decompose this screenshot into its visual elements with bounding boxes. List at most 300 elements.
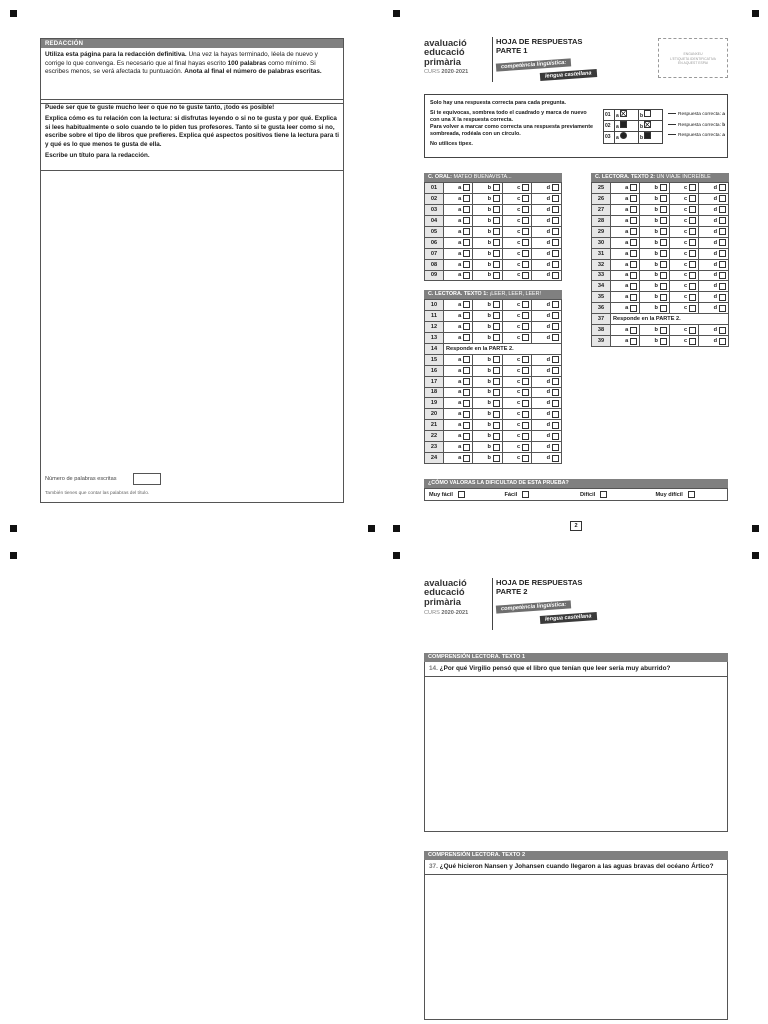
answer-option-d[interactable]: [699, 259, 729, 270]
answer-option-b[interactable]: [473, 248, 503, 259]
answer-option-c[interactable]: [502, 204, 531, 215]
checkbox[interactable]: [660, 327, 667, 334]
checkbox[interactable]: [552, 444, 559, 451]
answer-option-b[interactable]: [473, 215, 503, 226]
checkbox[interactable]: [463, 411, 470, 418]
answer-option-c[interactable]: [502, 237, 531, 248]
checkbox[interactable]: [522, 228, 529, 235]
answer-option-d[interactable]: [699, 193, 729, 204]
checkbox[interactable]: [660, 184, 667, 191]
checkbox[interactable]: [552, 217, 559, 224]
checkbox[interactable]: [660, 338, 667, 345]
answer-option-d[interactable]: [532, 226, 562, 237]
answer-option-a[interactable]: [444, 237, 473, 248]
answer-option-d[interactable]: [532, 431, 562, 442]
checkbox[interactable]: [522, 367, 529, 374]
checkbox[interactable]: [689, 338, 696, 345]
answer-option-c[interactable]: [502, 332, 531, 343]
checkbox[interactable]: [522, 411, 529, 418]
checkbox[interactable]: [522, 491, 529, 498]
answer-option-b[interactable]: [473, 431, 503, 442]
answer-option-a[interactable]: [444, 332, 473, 343]
checkbox[interactable]: [493, 217, 500, 224]
checkbox[interactable]: [630, 327, 637, 334]
answer-option-a[interactable]: [444, 193, 473, 204]
checkbox[interactable]: [522, 444, 529, 451]
answer-option-a[interactable]: [611, 226, 640, 237]
answer-option-c[interactable]: [502, 310, 531, 321]
checkbox[interactable]: [493, 400, 500, 407]
checkbox[interactable]: [660, 294, 667, 301]
checkbox[interactable]: [689, 327, 696, 334]
answer-option-c[interactable]: [502, 193, 531, 204]
checkbox[interactable]: [463, 301, 470, 308]
answer-option-c[interactable]: [669, 248, 698, 259]
answer-option-c[interactable]: [669, 193, 698, 204]
checkbox[interactable]: [689, 261, 696, 268]
checkbox[interactable]: [660, 228, 667, 235]
answer-option-b[interactable]: [473, 387, 503, 398]
checkbox[interactable]: [630, 239, 637, 246]
checkbox[interactable]: [719, 272, 726, 279]
checkbox[interactable]: [630, 184, 637, 191]
checkbox[interactable]: [522, 389, 529, 396]
answer-option-a[interactable]: [444, 387, 473, 398]
answer-option-d[interactable]: [532, 354, 562, 365]
answer-option-d[interactable]: [699, 270, 729, 281]
checkbox[interactable]: [552, 323, 559, 330]
checkbox[interactable]: [719, 261, 726, 268]
checkbox[interactable]: [719, 239, 726, 246]
checkbox[interactable]: [493, 184, 500, 191]
answer-option-d[interactable]: [532, 365, 562, 376]
answer-option-c[interactable]: [502, 183, 531, 194]
checkbox[interactable]: [522, 217, 529, 224]
checkbox[interactable]: [463, 433, 470, 440]
answer-option-a[interactable]: [444, 321, 473, 332]
checkbox[interactable]: [689, 294, 696, 301]
checkbox[interactable]: [689, 206, 696, 213]
answer-option-a[interactable]: [444, 365, 473, 376]
answer-option-d[interactable]: [532, 248, 562, 259]
checkbox[interactable]: [458, 491, 465, 498]
answer-option-c[interactable]: [669, 259, 698, 270]
answer-option-d[interactable]: [532, 237, 562, 248]
answer-option-c[interactable]: [669, 336, 698, 347]
answer-option-c[interactable]: [502, 259, 531, 270]
answer-option-a[interactable]: [611, 292, 640, 303]
answer-option-c[interactable]: [502, 453, 531, 464]
answer-option-d[interactable]: [699, 281, 729, 292]
checkbox[interactable]: [463, 195, 470, 202]
checkbox[interactable]: [522, 195, 529, 202]
answer-option-a[interactable]: [611, 270, 640, 281]
checkbox[interactable]: [552, 250, 559, 257]
answer-option-c[interactable]: [502, 248, 531, 259]
answer-option-b[interactable]: [473, 398, 503, 409]
checkbox[interactable]: [463, 250, 470, 257]
word-count-input[interactable]: [133, 473, 161, 485]
checkbox[interactable]: [630, 272, 637, 279]
answer-option-a[interactable]: [444, 376, 473, 387]
checkbox[interactable]: [522, 378, 529, 385]
checkbox[interactable]: [719, 184, 726, 191]
answer-option-d[interactable]: [532, 376, 562, 387]
checkbox[interactable]: [522, 433, 529, 440]
answer-option-a[interactable]: [444, 420, 473, 431]
answer-option-d[interactable]: [532, 193, 562, 204]
answer-option-c[interactable]: [502, 376, 531, 387]
answer-option-a[interactable]: [444, 354, 473, 365]
answer-option-d[interactable]: [532, 453, 562, 464]
checkbox[interactable]: [493, 356, 500, 363]
checkbox[interactable]: [630, 283, 637, 290]
checkbox[interactable]: [660, 261, 667, 268]
answer-option-a[interactable]: [611, 325, 640, 336]
checkbox[interactable]: [660, 206, 667, 213]
checkbox[interactable]: [689, 283, 696, 290]
answer-option-a[interactable]: [611, 183, 640, 194]
checkbox[interactable]: [522, 356, 529, 363]
answer-option-c[interactable]: [669, 215, 698, 226]
checkbox[interactable]: [493, 411, 500, 418]
answer-option-b[interactable]: [473, 420, 503, 431]
answer-option-c[interactable]: [669, 325, 698, 336]
answer-option-c[interactable]: [669, 204, 698, 215]
answer-option-a[interactable]: [444, 226, 473, 237]
answer-option-b[interactable]: [640, 325, 670, 336]
answer-option-a[interactable]: [444, 431, 473, 442]
checkbox[interactable]: [660, 272, 667, 279]
checkbox[interactable]: [493, 312, 500, 319]
checkbox[interactable]: [463, 400, 470, 407]
checkbox[interactable]: [522, 400, 529, 407]
answer-option-b[interactable]: [640, 215, 670, 226]
answer-option-a[interactable]: [611, 259, 640, 270]
checkbox[interactable]: [463, 356, 470, 363]
answer-option-b[interactable]: [473, 354, 503, 365]
checkbox[interactable]: [689, 217, 696, 224]
checkbox[interactable]: [552, 206, 559, 213]
answer-option-a[interactable]: [444, 453, 473, 464]
answer-option-a[interactable]: [611, 248, 640, 259]
answer-option-b[interactable]: [473, 365, 503, 376]
checkbox[interactable]: [719, 338, 726, 345]
checkbox[interactable]: [463, 312, 470, 319]
checkbox[interactable]: [463, 272, 470, 279]
checkbox[interactable]: [660, 250, 667, 257]
checkbox[interactable]: [719, 305, 726, 312]
answer-option-c[interactable]: [502, 321, 531, 332]
checkbox[interactable]: [463, 334, 470, 341]
difficulty-option[interactable]: [505, 491, 577, 498]
checkbox[interactable]: [689, 305, 696, 312]
answer-option-c[interactable]: [502, 270, 531, 281]
checkbox[interactable]: [522, 422, 529, 429]
answer-option-b[interactable]: [473, 259, 503, 270]
checkbox[interactable]: [463, 206, 470, 213]
answer-option-d[interactable]: [532, 310, 562, 321]
checkbox[interactable]: [552, 228, 559, 235]
checkbox[interactable]: [600, 491, 607, 498]
answer-option-d[interactable]: [699, 325, 729, 336]
answer-option-b[interactable]: [473, 332, 503, 343]
answer-option-d[interactable]: [699, 248, 729, 259]
answer-option-b[interactable]: [640, 183, 670, 194]
answer-option-c[interactable]: [669, 237, 698, 248]
answer-option-d[interactable]: [699, 237, 729, 248]
answer-option-a[interactable]: [444, 248, 473, 259]
checkbox[interactable]: [493, 272, 500, 279]
answer-option-d[interactable]: [699, 336, 729, 347]
answer-option-d[interactable]: [532, 259, 562, 270]
answer-option-b[interactable]: [640, 303, 670, 314]
answer-option-d[interactable]: [532, 183, 562, 194]
checkbox[interactable]: [522, 323, 529, 330]
checkbox[interactable]: [493, 389, 500, 396]
checkbox[interactable]: [630, 195, 637, 202]
answer-option-a[interactable]: [611, 215, 640, 226]
checkbox[interactable]: [719, 283, 726, 290]
checkbox[interactable]: [463, 422, 470, 429]
answer-option-a[interactable]: [444, 310, 473, 321]
checkbox[interactable]: [522, 312, 529, 319]
checkbox[interactable]: [522, 261, 529, 268]
answer-option-b[interactable]: [473, 409, 503, 420]
checkbox[interactable]: [552, 411, 559, 418]
checkbox[interactable]: [552, 195, 559, 202]
answer-option-c[interactable]: [502, 442, 531, 453]
answer-option-a[interactable]: [444, 183, 473, 194]
checkbox[interactable]: [463, 323, 470, 330]
checkbox[interactable]: [660, 195, 667, 202]
checkbox[interactable]: [493, 444, 500, 451]
answer-option-d[interactable]: [532, 204, 562, 215]
checkbox[interactable]: [522, 301, 529, 308]
answer-option-b[interactable]: [640, 248, 670, 259]
checkbox[interactable]: [493, 367, 500, 374]
checkbox[interactable]: [719, 250, 726, 257]
checkbox[interactable]: [463, 367, 470, 374]
checkbox[interactable]: [630, 206, 637, 213]
checkbox[interactable]: [463, 261, 470, 268]
answer-option-a[interactable]: [444, 215, 473, 226]
answer-option-c[interactable]: [502, 387, 531, 398]
checkbox[interactable]: [493, 228, 500, 235]
answer-option-a[interactable]: [444, 300, 473, 311]
checkbox[interactable]: [552, 239, 559, 246]
checkbox[interactable]: [552, 184, 559, 191]
checkbox[interactable]: [493, 323, 500, 330]
answer-option-c[interactable]: [669, 183, 698, 194]
answer-option-b[interactable]: [473, 226, 503, 237]
checkbox[interactable]: [630, 217, 637, 224]
answer-option-c[interactable]: [502, 354, 531, 365]
checkbox[interactable]: [630, 305, 637, 312]
difficulty-option[interactable]: [429, 491, 501, 498]
checkbox[interactable]: [552, 301, 559, 308]
answer-option-b[interactable]: [640, 237, 670, 248]
answer-option-d[interactable]: [532, 300, 562, 311]
difficulty-option[interactable]: [580, 491, 652, 498]
answer-option-b[interactable]: [473, 321, 503, 332]
answer-option-c[interactable]: [669, 226, 698, 237]
checkbox[interactable]: [552, 400, 559, 407]
checkbox[interactable]: [552, 261, 559, 268]
answer-option-c[interactable]: [669, 292, 698, 303]
answer-option-c[interactable]: [502, 215, 531, 226]
answer-option-b[interactable]: [473, 376, 503, 387]
answer-option-b[interactable]: [473, 193, 503, 204]
checkbox[interactable]: [463, 444, 470, 451]
checkbox[interactable]: [689, 228, 696, 235]
answer-option-a[interactable]: [611, 204, 640, 215]
answer-option-d[interactable]: [532, 442, 562, 453]
checkbox[interactable]: [630, 228, 637, 235]
checkbox[interactable]: [463, 378, 470, 385]
answer-option-b[interactable]: [640, 193, 670, 204]
answer-option-a[interactable]: [444, 270, 473, 281]
answer-option-d[interactable]: [532, 387, 562, 398]
answer-option-d[interactable]: [532, 409, 562, 420]
answer-option-a[interactable]: [611, 336, 640, 347]
answer-option-c[interactable]: [502, 398, 531, 409]
answer-option-b[interactable]: [473, 300, 503, 311]
answer-option-b[interactable]: [640, 281, 670, 292]
answer-option-d[interactable]: [532, 332, 562, 343]
checkbox[interactable]: [522, 250, 529, 257]
answer-option-b[interactable]: [473, 453, 503, 464]
checkbox[interactable]: [552, 378, 559, 385]
checkbox[interactable]: [522, 239, 529, 246]
answer-option-b[interactable]: [640, 292, 670, 303]
checkbox[interactable]: [719, 327, 726, 334]
answer-option-c[interactable]: [669, 270, 698, 281]
answer-option-b[interactable]: [473, 310, 503, 321]
answer-option-c[interactable]: [502, 300, 531, 311]
checkbox[interactable]: [463, 217, 470, 224]
answer-option-b[interactable]: [640, 270, 670, 281]
checkbox[interactable]: [522, 206, 529, 213]
answer-option-d[interactable]: [532, 215, 562, 226]
checkbox[interactable]: [493, 239, 500, 246]
answer-option-a[interactable]: [444, 204, 473, 215]
checkbox[interactable]: [719, 294, 726, 301]
checkbox[interactable]: [689, 272, 696, 279]
checkbox[interactable]: [688, 491, 695, 498]
checkbox[interactable]: [522, 455, 529, 462]
answer-option-b[interactable]: [473, 442, 503, 453]
answer-option-d[interactable]: [699, 292, 729, 303]
answer-option-b[interactable]: [473, 237, 503, 248]
answer-option-d[interactable]: [699, 183, 729, 194]
checkbox[interactable]: [463, 389, 470, 396]
checkbox[interactable]: [463, 239, 470, 246]
checkbox[interactable]: [552, 312, 559, 319]
checkbox[interactable]: [522, 184, 529, 191]
checkbox[interactable]: [522, 272, 529, 279]
answer-option-b[interactable]: [473, 204, 503, 215]
answer-option-a[interactable]: [611, 237, 640, 248]
checkbox[interactable]: [660, 305, 667, 312]
checkbox[interactable]: [689, 250, 696, 257]
checkbox[interactable]: [552, 334, 559, 341]
answer-area-14[interactable]: [424, 677, 728, 832]
checkbox[interactable]: [719, 217, 726, 224]
checkbox[interactable]: [552, 455, 559, 462]
checkbox[interactable]: [493, 455, 500, 462]
answer-option-d[interactable]: [532, 420, 562, 431]
answer-option-c[interactable]: [502, 365, 531, 376]
checkbox[interactable]: [630, 261, 637, 268]
answer-option-d[interactable]: [532, 270, 562, 281]
checkbox[interactable]: [493, 301, 500, 308]
checkbox[interactable]: [719, 195, 726, 202]
answer-option-c[interactable]: [502, 226, 531, 237]
checkbox[interactable]: [522, 334, 529, 341]
checkbox[interactable]: [719, 228, 726, 235]
checkbox[interactable]: [630, 294, 637, 301]
checkbox[interactable]: [493, 261, 500, 268]
checkbox[interactable]: [493, 378, 500, 385]
checkbox[interactable]: [689, 239, 696, 246]
answer-option-a[interactable]: [444, 409, 473, 420]
checkbox[interactable]: [552, 356, 559, 363]
answer-option-d[interactable]: [532, 321, 562, 332]
checkbox[interactable]: [493, 250, 500, 257]
answer-option-a[interactable]: [444, 442, 473, 453]
checkbox[interactable]: [463, 228, 470, 235]
checkbox[interactable]: [630, 338, 637, 345]
answer-option-a[interactable]: [611, 303, 640, 314]
checkbox[interactable]: [552, 422, 559, 429]
answer-option-c[interactable]: [669, 303, 698, 314]
checkbox[interactable]: [493, 195, 500, 202]
checkbox[interactable]: [660, 239, 667, 246]
answer-option-b[interactable]: [640, 336, 670, 347]
checkbox[interactable]: [552, 367, 559, 374]
answer-option-b[interactable]: [640, 204, 670, 215]
checkbox[interactable]: [660, 217, 667, 224]
answer-option-d[interactable]: [699, 303, 729, 314]
answer-option-b[interactable]: [640, 226, 670, 237]
checkbox[interactable]: [552, 272, 559, 279]
answer-option-a[interactable]: [444, 398, 473, 409]
checkbox[interactable]: [660, 283, 667, 290]
answer-option-d[interactable]: [699, 226, 729, 237]
answer-option-d[interactable]: [532, 398, 562, 409]
checkbox[interactable]: [463, 455, 470, 462]
checkbox[interactable]: [552, 389, 559, 396]
checkbox[interactable]: [493, 206, 500, 213]
checkbox[interactable]: [463, 184, 470, 191]
answer-option-c[interactable]: [502, 409, 531, 420]
checkbox[interactable]: [689, 184, 696, 191]
answer-option-b[interactable]: [640, 259, 670, 270]
answer-option-d[interactable]: [699, 215, 729, 226]
checkbox[interactable]: [630, 250, 637, 257]
checkbox[interactable]: [552, 433, 559, 440]
answer-option-a[interactable]: [444, 259, 473, 270]
checkbox[interactable]: [719, 206, 726, 213]
checkbox[interactable]: [493, 433, 500, 440]
answer-option-a[interactable]: [611, 281, 640, 292]
answer-option-b[interactable]: [473, 183, 503, 194]
answer-option-a[interactable]: [611, 193, 640, 204]
answer-option-c[interactable]: [502, 420, 531, 431]
checkbox[interactable]: [493, 422, 500, 429]
checkbox[interactable]: [689, 195, 696, 202]
